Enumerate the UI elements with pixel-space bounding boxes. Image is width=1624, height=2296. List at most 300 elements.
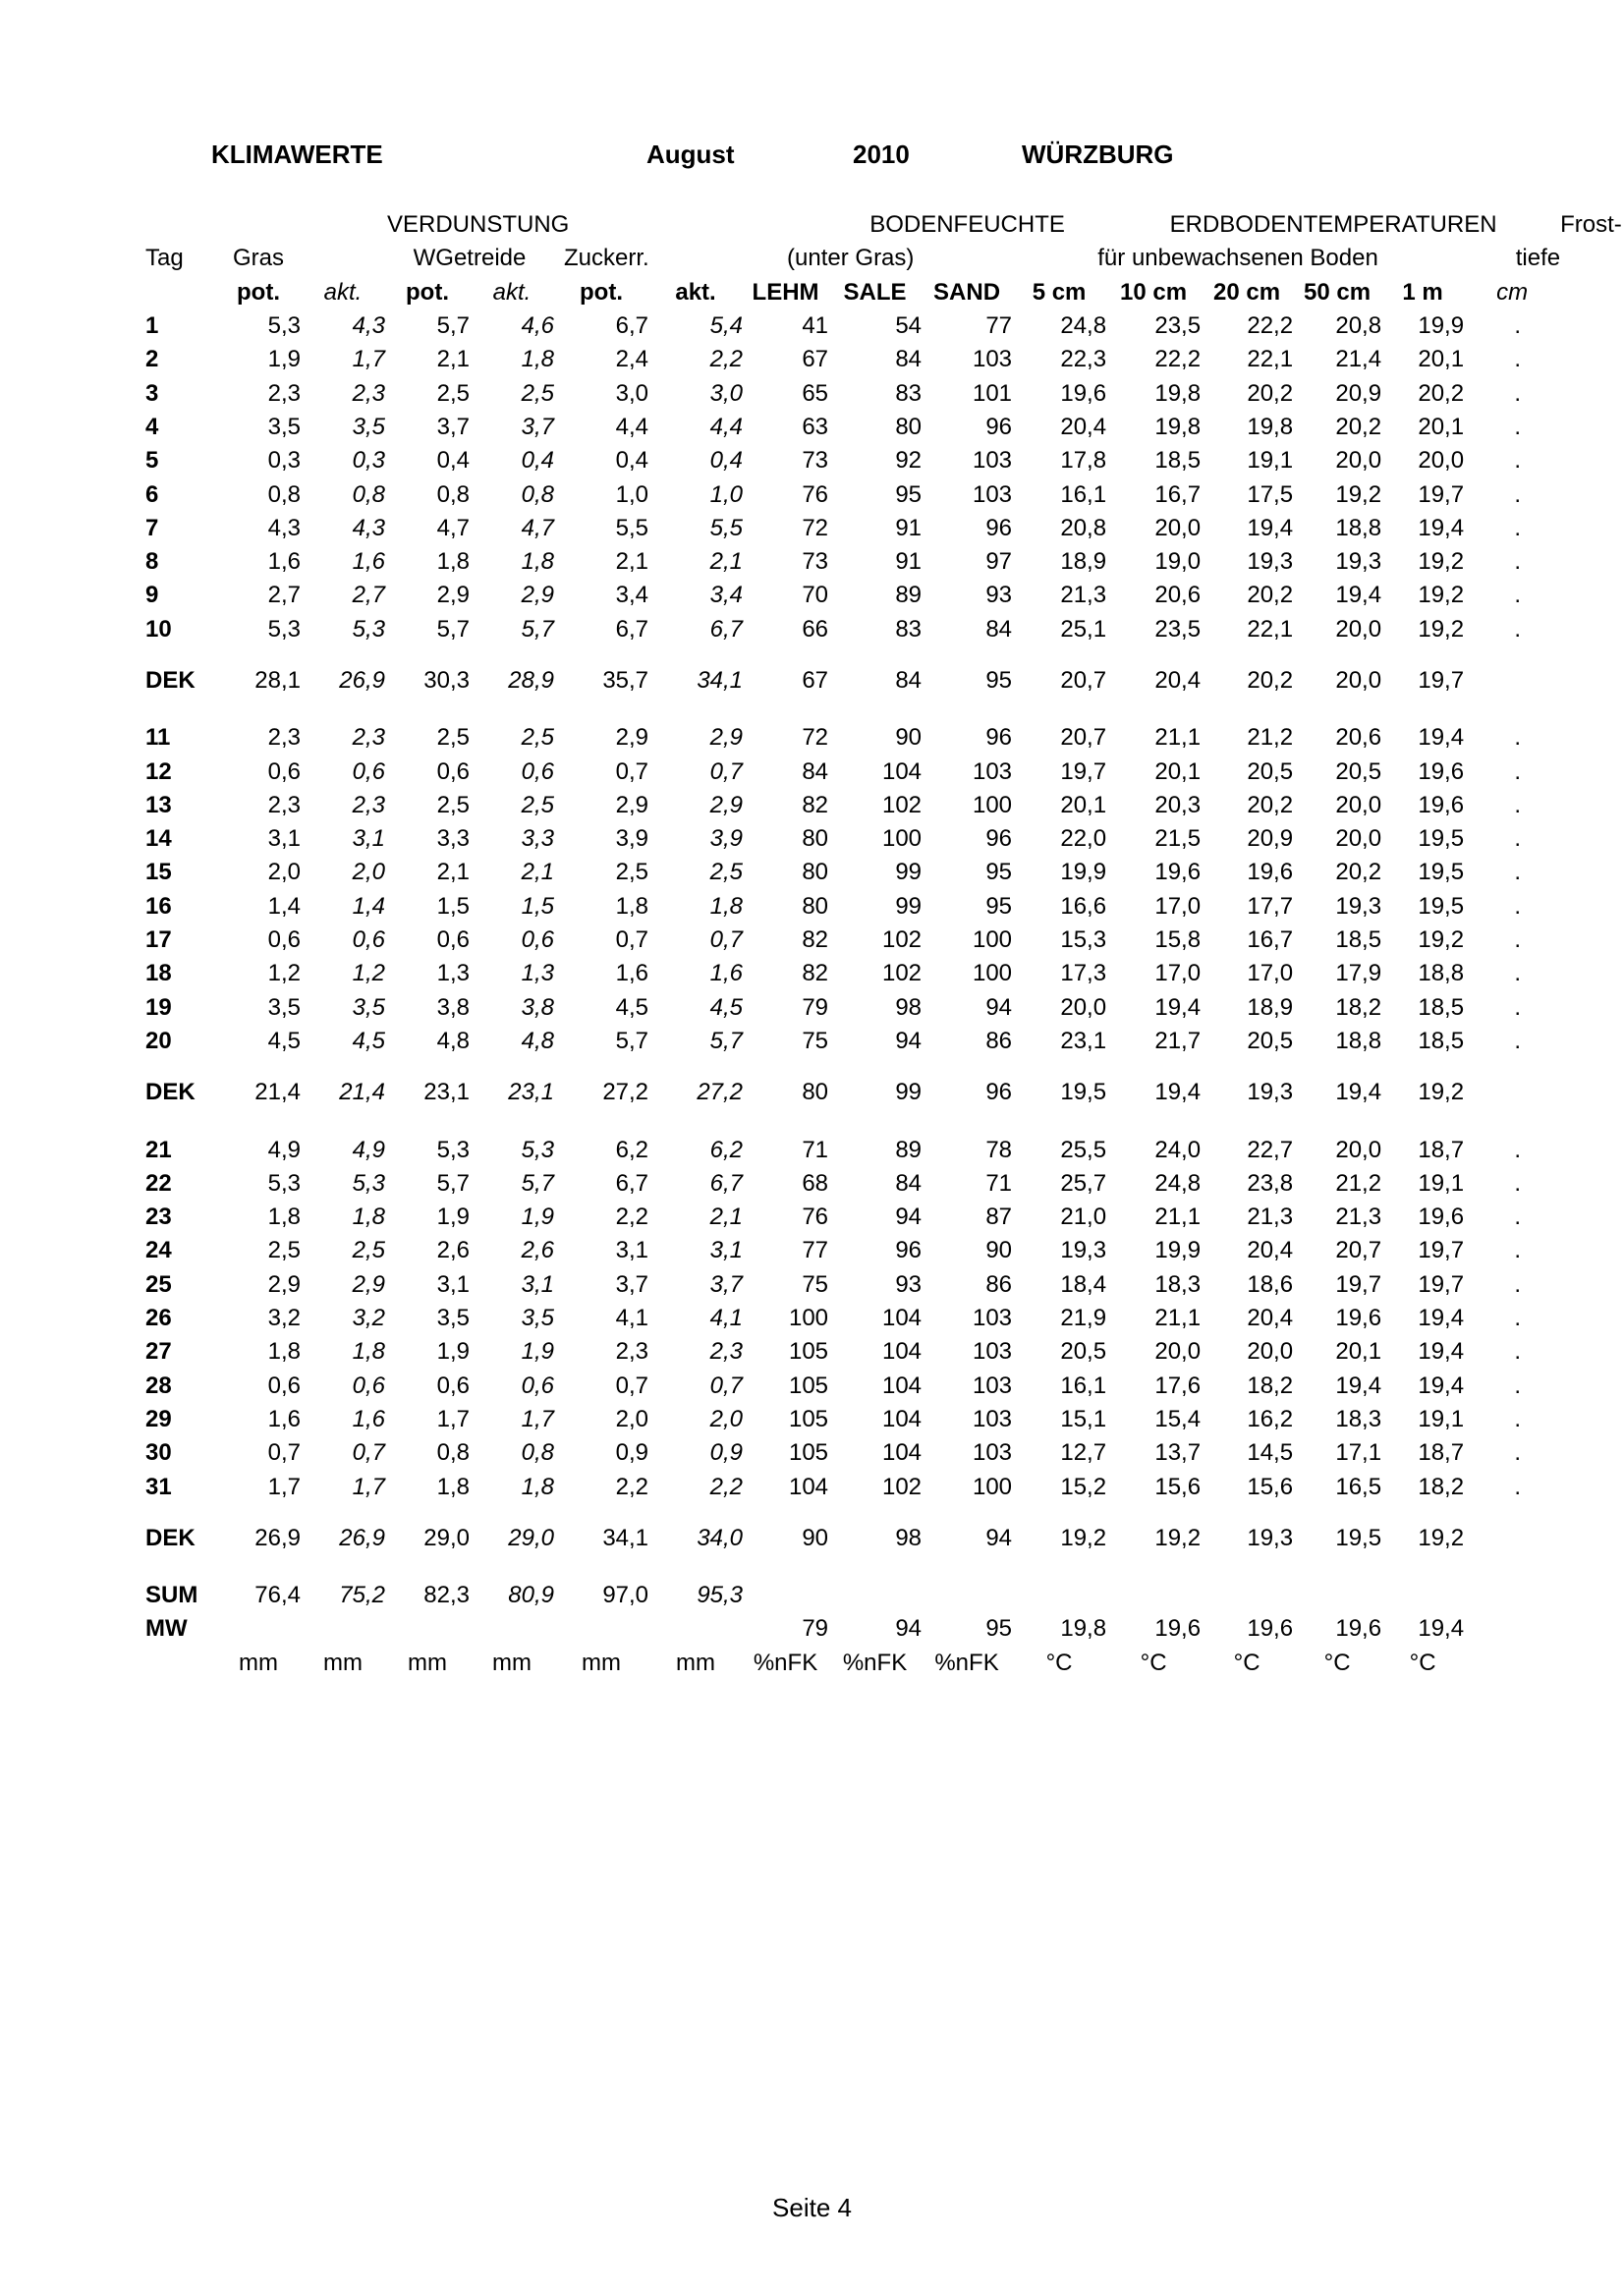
data-cell: 96 [985, 724, 1013, 752]
column-header: 1 m [1402, 278, 1443, 306]
data-cell [1381, 1579, 1464, 1612]
row-label: 8 [145, 548, 159, 576]
data-cell: 24,8 [1060, 312, 1107, 340]
data-cell: 76,4 [254, 1582, 301, 1609]
data-cell: . [1514, 1169, 1522, 1197]
data-cell: 4,4 [615, 413, 649, 440]
data-cell: 94 [985, 1524, 1013, 1551]
data-cell: 0,8 [521, 480, 554, 508]
data-cell: 2,0 [615, 1405, 649, 1432]
data-cell: 71 [985, 1169, 1013, 1197]
data-cell: 105 [788, 1372, 829, 1399]
group-erdbodentemperaturen: ERDBODENTEMPERATUREN [1169, 211, 1497, 239]
data-cell: 20,7 [1060, 667, 1107, 694]
data-cell: 2,1 [521, 859, 554, 886]
data-cell: 22,2 [1247, 312, 1294, 340]
data-cell: 4,6 [521, 312, 554, 340]
data-cell: 103 [972, 1372, 1013, 1399]
data-cell [216, 1612, 301, 1646]
data-cell: 65 [802, 379, 829, 407]
data-cell: 100 [881, 825, 923, 853]
row-label: DEK [145, 667, 196, 694]
data-cell: 97,0 [602, 1582, 649, 1609]
data-cell: 1,7 [352, 346, 385, 373]
data-cell: 1,9 [436, 1338, 470, 1366]
data-cell: 2,9 [709, 791, 744, 818]
data-cell: . [1514, 379, 1522, 407]
data-cell: 18,3 [1335, 1405, 1382, 1432]
data-cell: 18,9 [1060, 548, 1107, 576]
row-label: MW [145, 1615, 188, 1643]
document-title: KLIMAWERTE [211, 140, 383, 169]
data-cell: . [1514, 859, 1522, 886]
data-cell: 5,7 [615, 1027, 649, 1054]
data-cell: 16,2 [1247, 1405, 1294, 1432]
data-cell: 20,2 [1247, 791, 1294, 818]
row-label: 12 [145, 757, 172, 785]
data-cell: 22,1 [1247, 346, 1294, 373]
data-cell: 18,5 [1418, 993, 1465, 1021]
data-cell: 3,2 [352, 1305, 385, 1332]
data-cell: 86 [985, 1270, 1013, 1298]
column-header: 50 cm [1304, 278, 1372, 306]
data-cell: 96 [985, 514, 1013, 541]
data-cell: 1,6 [352, 548, 385, 576]
data-cell: 19,7 [1418, 1270, 1465, 1298]
data-cell: 19,3 [1247, 1524, 1294, 1551]
data-cell: 105 [788, 1439, 829, 1467]
data-cell: 18,8 [1335, 1027, 1382, 1054]
data-cell: 19,7 [1060, 757, 1107, 785]
data-cell: 68 [802, 1169, 829, 1197]
data-cell: 19,4 [1335, 1079, 1382, 1106]
data-cell: 1,8 [352, 1204, 385, 1231]
spacer-row [145, 1109, 1560, 1133]
data-cell: 1,7 [352, 1473, 385, 1500]
units-row [145, 1647, 1560, 1680]
data-cell: 20,1 [1335, 1338, 1382, 1366]
data-cell: 94 [895, 1615, 923, 1643]
title-row [0, 140, 1624, 173]
data-cell: 20,8 [1060, 514, 1107, 541]
data-cell: 16,1 [1060, 1372, 1107, 1399]
data-cell: . [1514, 514, 1522, 541]
day-row [145, 755, 1560, 788]
data-cell: 0,7 [615, 926, 649, 954]
data-cell: 0,4 [521, 447, 554, 475]
data-cell: 0,6 [436, 1372, 470, 1399]
data-cell: 2,3 [615, 1338, 649, 1366]
data-cell: 18,2 [1418, 1473, 1465, 1500]
data-cell: 41 [802, 312, 829, 340]
data-cell: 19,8 [1060, 1615, 1107, 1643]
data-cell: 19,6 [1418, 1204, 1465, 1231]
data-cell: 104 [881, 1305, 923, 1332]
data-cell: 2,9 [709, 724, 744, 752]
data-cell: 2,2 [709, 346, 744, 373]
data-cell: 19,7 [1418, 480, 1465, 508]
data-cell: 97 [985, 548, 1013, 576]
data-cell: 19,2 [1335, 480, 1382, 508]
data-cell: °C [1409, 1649, 1436, 1676]
data-cell: 0,7 [267, 1439, 301, 1467]
data-cell: 76 [802, 480, 829, 508]
data-cell: 3,0 [615, 379, 649, 407]
row-label: 1 [145, 312, 159, 340]
data-cell: 19,6 [1154, 1615, 1202, 1643]
data-cell: 1,3 [521, 960, 554, 987]
data-cell: 20,0 [1335, 791, 1382, 818]
data-cell: 34,0 [697, 1524, 744, 1551]
tiefe-header: tiefe [1515, 245, 1561, 272]
data-cell: 19,4 [1154, 1079, 1202, 1106]
climate-table [145, 208, 1622, 1680]
data-cell: 20,6 [1335, 724, 1382, 752]
data-cell: 19,3 [1247, 548, 1294, 576]
data-cell: 2,3 [267, 379, 301, 407]
data-cell: 100 [972, 960, 1013, 987]
data-cell [1012, 1579, 1106, 1612]
day-row [145, 721, 1560, 755]
data-cell: 3,9 [709, 825, 744, 853]
data-cell: 82 [802, 960, 829, 987]
data-cell: 4,3 [352, 514, 385, 541]
data-cell: 2,3 [709, 1338, 744, 1366]
row-label: 30 [145, 1439, 172, 1467]
data-cell [922, 1579, 1012, 1612]
data-cell: 19,4 [1154, 993, 1202, 1021]
data-cell: 3,3 [521, 825, 554, 853]
data-cell: 21,4 [339, 1079, 385, 1106]
data-cell: . [1514, 312, 1522, 340]
data-cell: 3,5 [436, 1305, 470, 1332]
data-cell: 1,6 [352, 1405, 385, 1432]
data-cell: 19,4 [1335, 1372, 1382, 1399]
data-cell: 20,4 [1247, 1305, 1294, 1332]
column-header: akt. [323, 278, 363, 306]
data-cell: 94 [895, 1027, 923, 1054]
data-cell: 63 [802, 413, 829, 440]
data-cell: 18,7 [1418, 1136, 1465, 1163]
data-cell: 96 [895, 1237, 923, 1264]
data-cell: 21,1 [1154, 724, 1202, 752]
data-cell: 0,4 [436, 447, 470, 475]
data-cell: mm [323, 1649, 363, 1676]
day-row [145, 991, 1560, 1025]
data-cell [1464, 1612, 1560, 1646]
data-cell: 19,5 [1418, 892, 1465, 920]
data-cell: 0,6 [521, 757, 554, 785]
data-cell: 84 [985, 615, 1013, 643]
page-footer: Seite 4 [772, 2193, 852, 2222]
data-cell: 19,2 [1418, 1079, 1465, 1106]
data-cell: 20,5 [1060, 1338, 1107, 1366]
data-cell: 20,6 [1154, 582, 1202, 609]
data-cell: 78 [985, 1136, 1013, 1163]
data-cell: 3,7 [436, 413, 470, 440]
spacer-cell [145, 1058, 1560, 1076]
data-cell: 84 [895, 1169, 923, 1197]
data-cell: 22,3 [1060, 346, 1107, 373]
data-cell [1293, 1579, 1381, 1612]
data-cell: 0,8 [352, 480, 385, 508]
station-label: WÜRZBURG [1022, 140, 1174, 169]
data-cell [1464, 1647, 1560, 1680]
data-cell: . [1514, 1305, 1522, 1332]
data-cell: 73 [802, 548, 829, 576]
row-label: 24 [145, 1237, 172, 1264]
month-label: August [646, 140, 735, 169]
data-cell: 2,5 [521, 724, 554, 752]
column-header: 20 cm [1213, 278, 1281, 306]
data-cell: 19,5 [1418, 859, 1465, 886]
data-cell: 4,7 [436, 514, 470, 541]
data-cell: . [1514, 993, 1522, 1021]
data-cell: 3,0 [709, 379, 744, 407]
data-cell: 20,0 [1247, 1338, 1294, 1366]
data-cell: 3,4 [709, 582, 744, 609]
data-cell: 16,5 [1335, 1473, 1382, 1500]
data-cell: 80 [802, 892, 829, 920]
data-cell: 72 [802, 514, 829, 541]
data-cell: . [1514, 1027, 1522, 1054]
data-cell: 2,5 [521, 379, 554, 407]
row-label: 23 [145, 1204, 172, 1231]
day-row [145, 579, 1560, 612]
data-cell: 75 [802, 1027, 829, 1054]
data-cell: 2,2 [615, 1204, 649, 1231]
data-cell: 26,9 [254, 1524, 301, 1551]
group-bodenfeuchte: BODENFEUCHTE [869, 211, 1065, 239]
data-cell: 67 [802, 667, 829, 694]
column-header: SAND [933, 278, 1001, 306]
day-row [145, 1201, 1560, 1234]
day-row [145, 411, 1560, 444]
day-row [145, 822, 1560, 856]
day-row [145, 1302, 1560, 1335]
data-cell: 17,0 [1247, 960, 1294, 987]
data-cell: 0,9 [615, 1439, 649, 1467]
data-cell: 92 [895, 447, 923, 475]
data-cell: 16,6 [1060, 892, 1107, 920]
data-cell: 99 [895, 859, 923, 886]
data-cell: 3,8 [521, 993, 554, 1021]
spacer-row [145, 646, 1560, 664]
data-cell: 27,2 [697, 1079, 744, 1106]
data-cell: 16,7 [1247, 926, 1294, 954]
data-cell: 0,6 [267, 1372, 301, 1399]
column-header: akt. [492, 278, 532, 306]
day-row [145, 343, 1560, 376]
data-cell: 19,3 [1335, 548, 1382, 576]
day-row [145, 957, 1560, 990]
data-cell: 3,7 [709, 1270, 744, 1298]
data-cell: 20,4 [1247, 1237, 1294, 1264]
data-cell: 0,7 [709, 926, 744, 954]
data-cell: 1,7 [267, 1473, 301, 1500]
data-cell: 4,3 [267, 514, 301, 541]
data-cell: 89 [895, 582, 923, 609]
row-label: 19 [145, 993, 172, 1021]
data-cell: 73 [802, 447, 829, 475]
data-cell: 19,4 [1418, 1615, 1465, 1643]
data-cell: 2,5 [521, 791, 554, 818]
data-cell [1201, 1579, 1293, 1612]
data-cell: 27,2 [602, 1079, 649, 1106]
data-cell: 21,1 [1154, 1204, 1202, 1231]
spacer-row [145, 698, 1560, 721]
row-label: 27 [145, 1338, 172, 1366]
data-cell: 104 [881, 1439, 923, 1467]
data-cell: 1,6 [709, 960, 744, 987]
data-cell: 1,2 [352, 960, 385, 987]
data-cell: 102 [881, 926, 923, 954]
spacer-cell [145, 1504, 1560, 1522]
data-cell: 18,9 [1247, 993, 1294, 1021]
data-cell: 4,8 [521, 1027, 554, 1054]
data-cell: 4,5 [709, 993, 744, 1021]
data-cell: 17,8 [1060, 447, 1107, 475]
data-cell: 75,2 [339, 1582, 385, 1609]
data-cell: 100 [972, 1473, 1013, 1500]
data-cell: 15,8 [1154, 926, 1202, 954]
tag-header: Tag [145, 245, 184, 272]
spacer-cell [145, 1109, 1560, 1133]
data-cell: 2,9 [267, 1270, 301, 1298]
data-cell: 2,7 [267, 582, 301, 609]
data-cell: 1,4 [267, 892, 301, 920]
fuer-boden-header: für unbewachsenen Boden [1097, 245, 1378, 272]
zuckerr-header: Zuckerr. [564, 245, 649, 272]
data-cell: 94 [985, 993, 1013, 1021]
data-cell: 20,1 [1418, 413, 1465, 440]
data-cell: 99 [895, 1079, 923, 1106]
data-cell: 21,1 [1154, 1305, 1202, 1332]
row-label: 20 [145, 1027, 172, 1054]
data-cell: 4,4 [709, 413, 744, 440]
data-cell: 91 [895, 548, 923, 576]
data-cell: 84 [895, 346, 923, 373]
data-cell: 96 [985, 413, 1013, 440]
data-cell: 2,5 [615, 859, 649, 886]
data-cell: 0,6 [436, 757, 470, 785]
data-cell: 3,2 [267, 1305, 301, 1332]
data-cell: 19,6 [1335, 1615, 1382, 1643]
data-cell: 5,3 [521, 1136, 554, 1163]
data-cell: . [1514, 1237, 1522, 1264]
data-cell: 18,8 [1418, 960, 1465, 987]
wgetreide-header: WGetreide [413, 245, 527, 272]
data-cell: 35,7 [602, 667, 649, 694]
row-label: DEK [145, 1524, 196, 1551]
row-label: 25 [145, 1270, 172, 1298]
data-cell: 5,7 [709, 1027, 744, 1054]
data-cell: . [1514, 960, 1522, 987]
day-row [145, 856, 1560, 889]
data-cell: 19,3 [1335, 892, 1382, 920]
data-cell: 18,7 [1418, 1439, 1465, 1467]
data-cell: 19,4 [1418, 1305, 1465, 1332]
data-cell: 84 [802, 757, 829, 785]
data-cell: 6,7 [709, 615, 744, 643]
data-cell: 0,6 [267, 757, 301, 785]
data-cell: 2,7 [352, 582, 385, 609]
data-cell: 21,7 [1154, 1027, 1202, 1054]
data-cell: 22,0 [1060, 825, 1107, 853]
row-label: 10 [145, 615, 172, 643]
data-cell: 19,4 [1418, 1338, 1465, 1366]
data-cell: 90 [895, 724, 923, 752]
data-cell: 2,5 [436, 791, 470, 818]
row-label: 26 [145, 1305, 172, 1332]
data-cell: 15,1 [1060, 1405, 1107, 1432]
data-cell [1464, 1522, 1560, 1555]
data-cell: 75 [802, 1270, 829, 1298]
data-cell: 18,5 [1335, 926, 1382, 954]
spacer-cell [145, 1555, 1560, 1579]
data-cell: 4,9 [267, 1136, 301, 1163]
data-cell: 23,1 [508, 1079, 554, 1106]
column-header: 10 cm [1120, 278, 1188, 306]
data-cell: 2,1 [615, 548, 649, 576]
data-cell: 6,7 [615, 1169, 649, 1197]
data-cell: 80 [802, 1079, 829, 1106]
data-cell: 21,0 [1060, 1204, 1107, 1231]
data-cell: 15,3 [1060, 926, 1107, 954]
data-cell: 82 [802, 791, 829, 818]
year-label: 2010 [853, 140, 910, 169]
data-cell: 0,6 [436, 926, 470, 954]
data-cell: 79 [802, 993, 829, 1021]
data-cell: 1,5 [436, 892, 470, 920]
data-cell: 20,1 [1154, 757, 1202, 785]
day-row [145, 890, 1560, 924]
data-cell: 21,4 [254, 1079, 301, 1106]
data-cell: 1,4 [352, 892, 385, 920]
data-cell: 20,2 [1247, 582, 1294, 609]
data-cell: 2,9 [436, 582, 470, 609]
data-cell: . [1514, 1473, 1522, 1500]
group-header-row: VERDUNSTUNG BODENFEUCHTE ERDBODENTEMPERATUREN Frost- [145, 208, 1560, 242]
data-cell: 90 [985, 1237, 1013, 1264]
data-cell: 18,2 [1335, 993, 1382, 1021]
data-cell: 0,6 [352, 1372, 385, 1399]
data-cell: 19,1 [1418, 1405, 1465, 1432]
data-cell: 18,6 [1247, 1270, 1294, 1298]
data-cell: 19,9 [1060, 859, 1107, 886]
data-cell: 20,3 [1154, 791, 1202, 818]
day-row [145, 376, 1560, 410]
data-cell: 104 [881, 1372, 923, 1399]
data-cell: 19,4 [1247, 514, 1294, 541]
data-cell: 19,9 [1418, 312, 1465, 340]
data-cell: 105 [788, 1338, 829, 1366]
sum-row [145, 1579, 1560, 1612]
data-cell: 21,2 [1335, 1169, 1382, 1197]
data-cell: 19,1 [1247, 447, 1294, 475]
data-cell: 80 [802, 859, 829, 886]
data-cell: 26,9 [339, 1524, 385, 1551]
data-cell: . [1514, 1136, 1522, 1163]
spacer-row [145, 1555, 1560, 1579]
data-cell: 1,6 [267, 548, 301, 576]
data-cell: 5,3 [436, 1136, 470, 1163]
data-cell: %nFK [934, 1649, 999, 1676]
data-cell: 3,9 [615, 825, 649, 853]
data-cell [1464, 1076, 1560, 1109]
row-label: 9 [145, 582, 159, 609]
data-cell: . [1514, 892, 1522, 920]
